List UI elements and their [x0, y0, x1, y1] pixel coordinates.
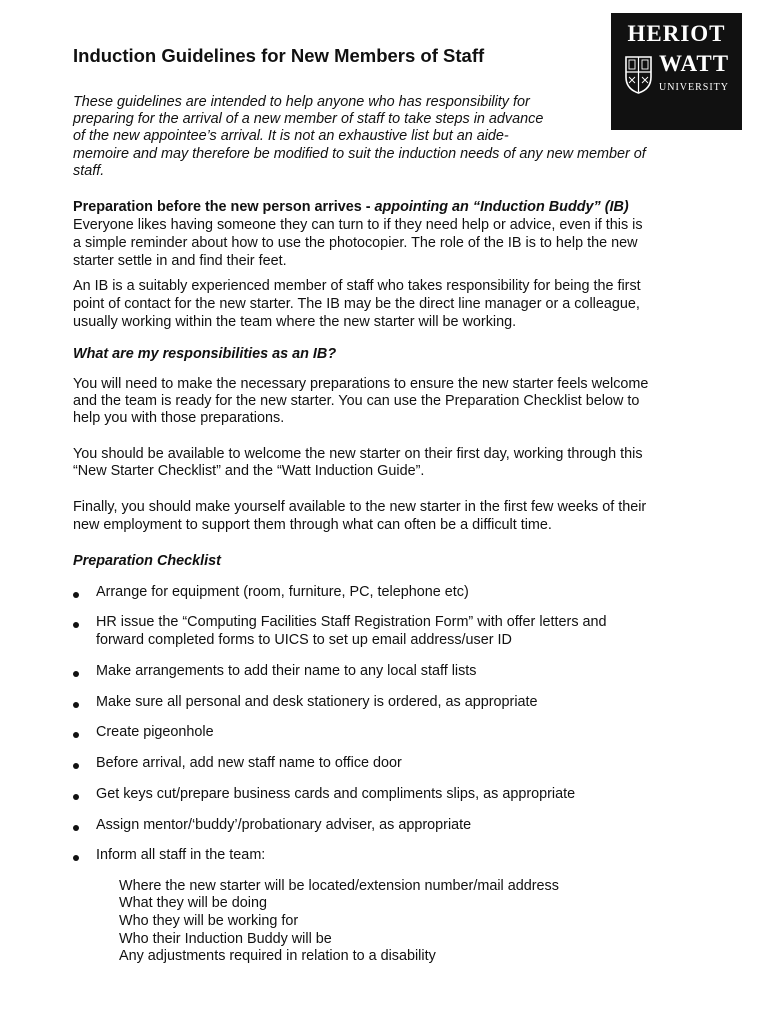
crest-icon	[624, 55, 653, 94]
prep-para1-line: a simple reminder about how to use the photocopier. The role of the IB is to help the new	[73, 235, 638, 251]
inform-item: Any adjustments required in relation to a disability	[119, 948, 436, 964]
intro-line: staff.	[73, 163, 105, 179]
bullet	[73, 592, 79, 598]
inform-item: Who their Induction Buddy will be	[119, 931, 332, 947]
prep-para1-line: starter settle in and find their feet.	[73, 253, 287, 269]
preparation-heading-italic: appointing an “Induction Buddy” (IB)	[374, 199, 629, 215]
prep-para2-line: point of contact for the new starter. The IB may be the direct line manager or a colleague,	[73, 296, 640, 312]
intro-line: memoire and may therefore be modified to suit the induction needs of any new member of	[73, 146, 646, 162]
checklist-item: Arrange for equipment (room, furniture, PC, telephone etc)	[96, 584, 469, 600]
logo-line-university: UNIVERSITY	[659, 82, 729, 93]
checklist-item: Assign mentor/‘buddy’/probationary adviser, as appropriate	[96, 817, 472, 833]
preparation-heading-bold: Preparation before the new person arrives -	[73, 199, 375, 215]
checklist-item: Make sure all personal and desk stationery is ordered, as appropriate	[96, 694, 538, 710]
bullet	[73, 763, 79, 769]
resp-para3-line: Finally, you should make yourself available to the new starter in the first few weeks of their	[73, 499, 647, 515]
checklist-item: Inform all staff in the team:	[96, 847, 266, 863]
bullet	[73, 855, 79, 861]
resp-para2-line: “New Starter Checklist” and the “Watt Induction Guide”.	[73, 463, 425, 479]
resp-para1-line: help you with those preparations.	[73, 410, 285, 426]
bullet	[73, 702, 79, 708]
bullet	[73, 794, 79, 800]
checklist-item: HR issue the “Computing Facilities Staff Registration Form” with offer letters and	[96, 614, 607, 630]
logo-line-watt: WATT	[659, 51, 730, 76]
intro-line: of the new appointee’s arrival. It is not an exhaustive list but an aide-	[73, 128, 509, 144]
resp-para3-line: new employment to support them through what can often be a difficult time.	[73, 517, 552, 533]
heriot-watt-logo	[611, 13, 742, 130]
checklist-item: Get keys cut/prepare business cards and compliments slips, as appropriate	[96, 786, 576, 802]
bullet	[73, 732, 79, 738]
checklist-item-continued: forward completed forms to UICS to set up email address/user ID	[96, 632, 512, 648]
logo-line-heriot: HERIOT	[627, 21, 726, 46]
preparation-heading	[73, 198, 629, 216]
prep-para2-line: An IB is a suitably experienced member of staff who takes responsibility for being the first	[73, 278, 641, 294]
resp-para1-line: You will need to make the necessary preparations to ensure the new starter feels welcome	[73, 376, 649, 392]
resp-para1-line: and the team is ready for the new starter. You can use the Preparation Checklist below to	[73, 393, 640, 409]
resp-para2-line: You should be available to welcome the new starter on their first day, working through this	[73, 446, 643, 462]
responsibilities-heading: What are my responsibilities as an IB?	[73, 346, 337, 362]
checklist-item: Create pigeonhole	[96, 724, 214, 740]
inform-item: What they will be doing	[119, 895, 267, 911]
bullet	[73, 671, 79, 677]
bullet	[73, 622, 79, 628]
intro-line: preparing for the arrival of a new member of staff to take steps in advance	[73, 111, 544, 127]
intro-line: These guidelines are intended to help anyone who has responsibility for	[73, 94, 530, 110]
checklist-heading: Preparation Checklist	[73, 553, 221, 569]
inform-item: Where the new starter will be located/extension number/mail address	[119, 878, 559, 894]
bullet	[73, 825, 79, 831]
inform-item: Who they will be working for	[119, 913, 299, 929]
page-title: Induction Guidelines for New Members of Staff	[73, 45, 485, 66]
checklist-item: Before arrival, add new staff name to office door	[96, 755, 402, 771]
checklist-item: Make arrangements to add their name to any local staff lists	[96, 663, 477, 679]
prep-para2-line: usually working within the team where the new starter will be working.	[73, 314, 517, 330]
prep-para1-line: Everyone likes having someone they can turn to if they need help or advice, even if this is	[73, 217, 643, 233]
